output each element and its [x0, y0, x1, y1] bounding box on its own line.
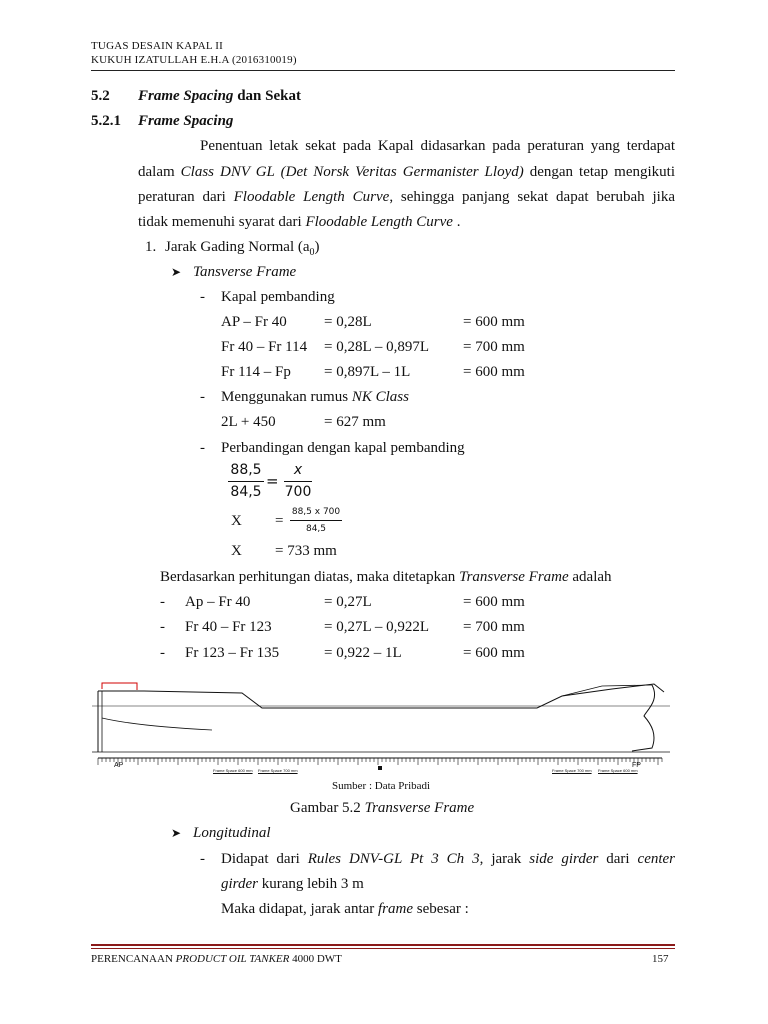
figure-caption — [290, 800, 474, 817]
frame-space-note: Frame Space 600 mm — [213, 768, 253, 773]
fraction-bar — [290, 520, 342, 521]
perbandingan-label: Perbandingan dengan kapal pembanding — [221, 440, 465, 456]
long-text: dari — [598, 851, 638, 867]
row-ratio: = 0,28L — [324, 314, 372, 330]
long-emphasis: Rules DNV-GL Pt 3 Ch 3 — [307, 851, 480, 867]
long-emphasis: frame — [378, 901, 414, 917]
footer-rule — [91, 944, 675, 946]
long-text: kurang lebih 3 m — [257, 876, 364, 892]
section-number: 5.2 — [91, 88, 110, 104]
frame-space-note: Frame Space 700 mm — [258, 768, 298, 773]
paragraph-text: . — [452, 214, 461, 230]
ship-profile-drawing — [92, 680, 672, 778]
row-mm: = 600 mm — [463, 364, 525, 380]
dash-bullet: - — [200, 389, 205, 405]
caption-text: Gambar 5.2 — [290, 800, 365, 816]
conclusion-text: Berdasarkan perhitungan diatas, maka ditetapkan — [160, 569, 460, 585]
section-title — [138, 88, 301, 105]
poop-deck-outline — [102, 683, 137, 690]
paragraph-text: tidak memenuhi syarat dari — [138, 214, 306, 230]
row-range: Ap – Fr 40 — [185, 594, 251, 610]
list-number: 1. — [145, 239, 157, 255]
paragraph-line-4 — [138, 214, 460, 231]
row-ratio: = 0,27L – 0,922L — [324, 619, 429, 635]
dash-bullet: - — [160, 645, 165, 661]
rumus-class: NK Class — [351, 389, 409, 405]
row-mm: = 600 mm — [463, 645, 525, 661]
longitudinal-line-3 — [221, 901, 469, 918]
row-range: Fr 40 – Fr 114 — [221, 339, 308, 355]
footer-text: 4000 DWT — [289, 953, 342, 965]
footer-rule-thin — [91, 948, 675, 949]
frame-space-note: Frame Space 600 mm — [598, 768, 638, 773]
row-mm: = 600 mm — [463, 314, 525, 330]
x-numerator: 88,5 x 700 — [291, 507, 341, 517]
long-text: , jarak — [479, 851, 530, 867]
long-emphasis: center — [637, 851, 676, 867]
kapal-pembanding-label: Kapal pembanding — [221, 289, 335, 305]
paragraph-line-1: Penentuan letak sekat pada Kapal didasarkan pada peraturan yang terdapat — [200, 138, 675, 154]
paragraph-line-3 — [138, 189, 675, 206]
long-text: Maka didapat, jarak antar — [221, 901, 379, 917]
conclusion-line — [160, 569, 612, 586]
header-rule — [91, 70, 675, 71]
eq-denominator-2: 700 — [284, 484, 312, 500]
footer-emphasis: PRODUCT OIL TANKER — [175, 953, 290, 965]
long-emphasis: girder — [221, 876, 258, 892]
eq-numerator-1: 88,5 — [230, 462, 262, 478]
long-emphasis: side girder — [529, 851, 599, 867]
nk-result: = 627 mm — [324, 414, 386, 430]
dash-bullet: - — [200, 851, 205, 867]
list-item-subscript: 0 — [309, 247, 315, 258]
paragraph-text: , sehingga panjang sekat dapat berubah jika — [389, 189, 676, 205]
subsection-title: Frame Spacing — [138, 113, 234, 129]
list-item-text: ) — [314, 239, 320, 255]
frame-space-note: Frame Space 700 mm — [552, 768, 592, 773]
dash-bullet: - — [200, 289, 205, 305]
paragraph-emphasis: Floodable Length Curve — [305, 214, 453, 230]
longitudinal-line-2 — [221, 876, 364, 893]
x-equals: = — [275, 513, 284, 529]
bow-outline — [632, 685, 655, 751]
ap-label: AP — [114, 762, 124, 769]
eq-denominator-1: 84,5 — [230, 484, 262, 500]
eq-numerator-2: x — [293, 462, 303, 478]
arrow-bullet-icon: ➤ — [171, 826, 182, 840]
paragraph-line-2 — [138, 164, 675, 181]
x-label: X — [231, 513, 242, 529]
figure-source: Sumber : Data Pribadi — [332, 780, 431, 792]
footer-text: PERENCANAAN — [91, 953, 176, 965]
paragraph-emphasis: Class DNV GL (Det Norsk Veritas Germanister Lloyd) — [180, 164, 524, 180]
paragraph-text: dengan tetap mengikuti — [523, 164, 676, 180]
dash-bullet: - — [160, 619, 165, 635]
conclusion-emphasis: Transverse Frame — [459, 569, 569, 585]
frame-ticks — [98, 758, 662, 765]
section-title-rest: dan Sekat — [233, 88, 301, 104]
row-range: Fr 114 – Fp — [221, 364, 291, 380]
x-result: = 733 mm — [275, 543, 337, 559]
arrow-bullet-icon: ➤ — [171, 265, 182, 279]
header-author: KUKUH IZATULLAH E.H.A (2016310019) — [91, 54, 297, 66]
fraction-bar — [284, 481, 312, 482]
row-range: Fr 123 – Fr 135 — [185, 645, 280, 661]
list-item-title — [165, 239, 320, 258]
longitudinal-label: Longitudinal — [193, 825, 271, 841]
paragraph-text: dalam — [138, 164, 181, 180]
row-range: AP – Fr 40 — [221, 314, 287, 330]
stern-curve — [102, 718, 212, 730]
x-denominator: 84,5 — [305, 524, 327, 534]
dash-bullet: - — [160, 594, 165, 610]
row-mm: = 700 mm — [463, 339, 525, 355]
x-result-label: X — [231, 543, 242, 559]
row-mm: = 600 mm — [463, 594, 525, 610]
nk-formula: 2L + 450 — [221, 414, 276, 430]
footer-title — [91, 953, 342, 965]
row-ratio: = 0,897L – 1L — [324, 364, 411, 380]
list-item-text: Jarak Gading Normal (a — [165, 239, 310, 255]
paragraph-text: peraturan dari — [138, 189, 234, 205]
subsection-number: 5.2.1 — [91, 113, 121, 129]
eq-equals: = — [266, 472, 279, 490]
caption-emphasis: Transverse Frame — [364, 800, 475, 816]
page-number: 157 — [652, 953, 669, 965]
longitudinal-line-1 — [221, 851, 675, 868]
long-text: Didapat dari — [221, 851, 308, 867]
rumus-line — [221, 389, 409, 406]
header-title: TUGAS DESAIN KAPAL II — [91, 40, 224, 52]
dash-bullet: - — [200, 440, 205, 456]
row-mm: = 700 mm — [463, 619, 525, 635]
paragraph-emphasis: Floodable Length Curve — [233, 189, 390, 205]
midship-marker — [378, 766, 382, 770]
row-ratio: = 0,28L – 0,897L — [324, 339, 429, 355]
section-title-italic: Frame Spacing — [138, 88, 234, 104]
rumus-text: Menggunakan rumus — [221, 389, 352, 405]
transverse-label: Tansverse Frame — [193, 264, 297, 280]
row-ratio: = 0,27L — [324, 594, 372, 610]
fp-label: FP — [632, 762, 641, 769]
conclusion-text: adalah — [568, 569, 612, 585]
deck-line — [98, 684, 664, 708]
long-text: sebesar : — [413, 901, 469, 917]
row-ratio: = 0,922 – 1L — [324, 645, 402, 661]
fraction-bar — [228, 481, 264, 482]
row-range: Fr 40 – Fr 123 — [185, 619, 272, 635]
